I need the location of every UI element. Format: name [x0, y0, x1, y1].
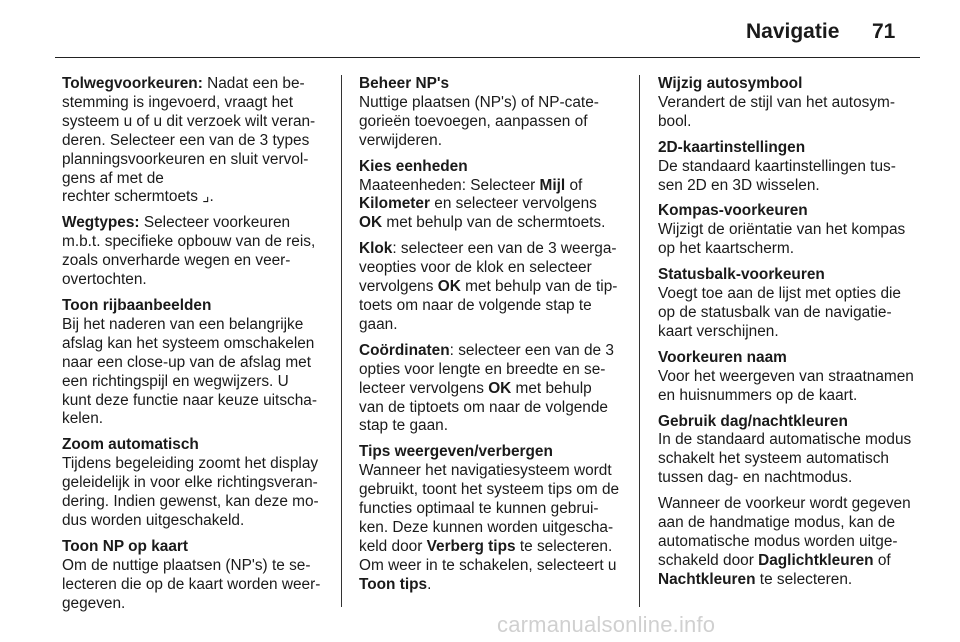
text: geleidelijk in voor elke richtingsveran-	[62, 474, 318, 492]
text: veopties voor de klok en selecteer	[359, 259, 592, 277]
text: Verandert de stijl van het autosym-	[658, 93, 895, 111]
paragraph	[658, 202, 928, 259]
text: Voor het weergeven van straatnamen	[658, 367, 914, 385]
bold-text: Toon tips	[359, 575, 428, 593]
text: stemming is ingevoerd, vraagt het	[62, 93, 293, 111]
text: Wanneer het navigatiesysteem wordt	[359, 462, 612, 480]
bold-text: Nachtkleuren	[658, 570, 756, 588]
text: verwijderen.	[359, 131, 442, 149]
text: toets om naar de volgende stap te	[359, 296, 592, 314]
text: Nadat een be-	[202, 75, 305, 92]
text: planningsvoorkeuren en sluit vervol-	[62, 150, 309, 168]
paragraph	[359, 240, 624, 335]
text: gegeven.	[62, 594, 126, 612]
text: gaan.	[359, 315, 398, 333]
bold-text: Verberg tips	[426, 537, 516, 555]
text: op de statusbalk van de navigatie-	[658, 303, 892, 321]
text: met behulp	[511, 379, 592, 397]
text: Voegt toe aan de lijst met opties die	[658, 285, 901, 303]
bold-text: Voorkeuren naam	[658, 348, 787, 366]
text: schakelt het systeem automatisch	[658, 450, 889, 468]
bold-text: Beheer NP's	[359, 75, 450, 92]
header-rule	[55, 57, 920, 58]
bold-text: Daglichtkleuren	[758, 551, 874, 569]
text: Bij het naderen van een belangrijke	[62, 315, 304, 333]
text: bool.	[658, 112, 692, 130]
text: met behulp van de tip-	[460, 278, 618, 296]
paragraph	[62, 436, 332, 531]
text: ken. Deze kunnen worden uitgescha-	[359, 518, 614, 536]
paragraph	[62, 538, 332, 614]
text: functies optimaal te kunnen gebrui-	[359, 500, 599, 518]
text: Maateenheden: Selecteer	[359, 176, 540, 194]
text: rechter schermtoets ⌟.	[62, 188, 214, 206]
text: : selecteer een van de 3 weerga-	[392, 240, 617, 258]
text: Tijdens begeleiding zoomt het display	[62, 455, 319, 473]
paragraph	[62, 297, 332, 429]
text: sen 2D en 3D wisselen.	[658, 176, 820, 194]
paragraph	[62, 75, 332, 207]
text: : selecteer een van de 3	[449, 341, 614, 359]
text: op het kaartscherm.	[658, 240, 795, 258]
bold-text: Toon rijbaanbeelden	[62, 296, 212, 314]
bold-text: Tips weergeven/verbergen	[359, 443, 553, 461]
bold-text: Gebruik dag/nachtkleuren	[658, 412, 848, 430]
paragraph	[658, 266, 928, 342]
text: lecteren die op de kaart worden weer-	[62, 575, 321, 593]
paragraph	[658, 349, 928, 406]
text: deren. Selecteer een van de 3 types	[62, 131, 310, 149]
bold-text: Tolwegvoorkeuren:	[62, 75, 203, 92]
text: tussen dag- en nachtmodus.	[658, 469, 853, 487]
text: afslag kan het systeem omschakelen	[62, 334, 315, 352]
bold-text: Coördinaten	[359, 341, 450, 359]
bold-text: Wijzig autosymbool	[658, 75, 803, 92]
column-divider-1	[341, 75, 342, 607]
column-3	[658, 75, 928, 597]
text: automatische modus worden uitge-	[658, 532, 898, 550]
text: lecteer vervolgens	[359, 379, 489, 397]
text: kunt deze functie naar keuze uitscha-	[62, 391, 317, 409]
bold-text: 2D-kaartinstellingen	[658, 138, 806, 156]
text: Om weer in te schakelen, selecteert u	[359, 556, 617, 574]
bold-text: OK	[488, 379, 512, 397]
text: met behulp van de schermtoets.	[382, 214, 606, 232]
paragraph	[658, 413, 928, 489]
paragraph	[658, 139, 928, 196]
paragraph	[62, 214, 332, 290]
bold-text: Toon NP op kaart	[62, 537, 188, 555]
paragraph	[359, 75, 624, 151]
text: stap te gaan.	[359, 417, 448, 435]
bold-text: Mijl	[539, 176, 566, 194]
text: Om de nuttige plaatsen (NP's) te se-	[62, 556, 311, 574]
text: kaart verschijnen.	[658, 322, 779, 340]
text: en selecteer vervolgens	[430, 195, 597, 213]
text: systeem u of u dit verzoek wilt veran-	[62, 112, 316, 130]
text: gorieën toevoegen, aanpassen of	[359, 112, 588, 130]
text: vervolgens	[359, 278, 438, 296]
bold-text: OK	[359, 214, 383, 232]
text: keld door	[359, 537, 427, 555]
text: en huisnummers op de kaart.	[658, 386, 858, 404]
text: De standaard kaartinstellingen tus-	[658, 157, 896, 175]
text: In de standaard automatische modus	[658, 431, 912, 449]
text: m.b.t. specifieke opbouw van de reis,	[62, 233, 316, 251]
column-divider-2	[639, 75, 640, 607]
bold-text: Klok	[359, 240, 393, 258]
text: of	[565, 176, 583, 194]
text: schakeld door	[658, 551, 759, 569]
page-number: 71	[872, 20, 896, 43]
text: dus worden uitgeschakeld.	[62, 511, 245, 529]
text: een richtingspijl en wegwijzers. U	[62, 372, 289, 390]
text: .	[427, 575, 432, 593]
text: Wanneer de voorkeur wordt gegeven	[658, 495, 911, 513]
text: Wijzigt de oriëntatie van het kompas	[658, 221, 906, 239]
text: gens af met de	[62, 169, 164, 187]
text: overtochten.	[62, 271, 147, 289]
bold-text: Statusbalk-voorkeuren	[658, 266, 825, 284]
text: gebruikt, toont het systeem tips om de	[359, 481, 620, 499]
paragraph	[359, 342, 624, 437]
bold-text: Zoom automatisch	[62, 436, 199, 454]
paragraph	[658, 495, 928, 590]
text: te selecteren.	[515, 537, 613, 555]
paragraph	[359, 158, 624, 234]
text: zoals onverharde wegen en veer-	[62, 252, 291, 270]
text: dering. Indien gewenst, kan deze mo-	[62, 493, 319, 511]
text: aan de handmatige modus, kan de	[658, 514, 896, 532]
text: te selecteren.	[755, 570, 853, 588]
text: opties voor lengte en breedte en se-	[359, 360, 606, 378]
text: kelen.	[62, 410, 104, 428]
text: van de tiptoets om naar de volgende	[359, 398, 608, 416]
bold-text: Kies eenheden	[359, 157, 468, 175]
watermark: carmanualsonline.info	[497, 612, 716, 637]
text: Nuttige plaatsen (NP's) of NP-cate-	[359, 93, 599, 111]
paragraph	[658, 75, 928, 132]
text: Selecteer voorkeuren	[139, 214, 291, 232]
text: naar een close-up van de afslag met	[62, 353, 311, 371]
text: of	[873, 551, 891, 569]
bold-text: Wegtypes:	[62, 214, 140, 232]
bold-text: Kilometer	[359, 195, 430, 213]
bold-text: Kompas-voorkeuren	[658, 202, 808, 220]
paragraph	[359, 443, 624, 594]
column-1	[62, 75, 332, 620]
bold-text: OK	[437, 278, 461, 296]
page-title: Navigatie	[746, 20, 840, 43]
column-2	[359, 75, 624, 602]
